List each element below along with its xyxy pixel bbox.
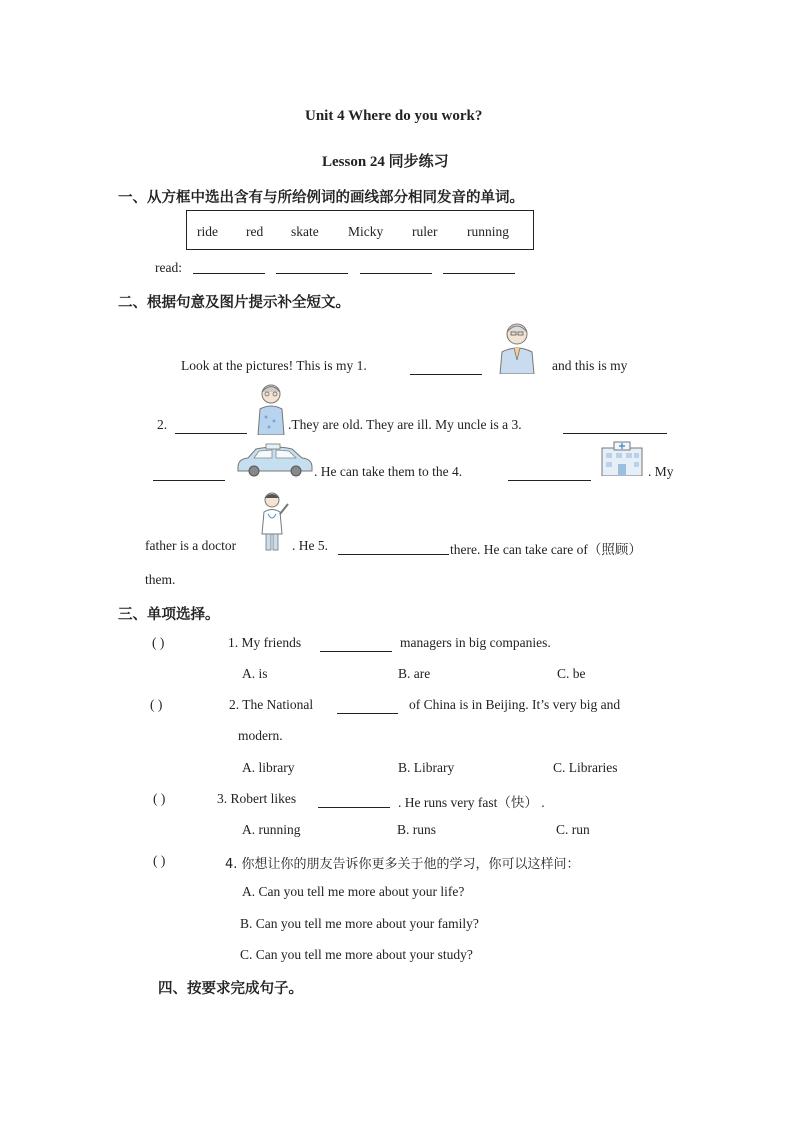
example-word-label: read:: [155, 260, 182, 275]
lesson-title: Lesson 24 同步练习: [322, 154, 449, 170]
q1-text-a: 1. My friends: [228, 635, 302, 650]
q3-option-a[interactable]: A. running: [242, 822, 301, 837]
q4-answer-paren[interactable]: ( ): [153, 853, 166, 868]
word-item: red: [246, 224, 264, 239]
q3-option-c[interactable]: C. run: [556, 822, 590, 837]
q1-option-b[interactable]: B. are: [398, 666, 431, 681]
q3-text-b: . He runs very fast（快） .: [398, 795, 545, 810]
passage-line-4a: father is a doctor: [145, 538, 237, 553]
q4-option-a[interactable]: A. Can you tell me more about your life?: [242, 884, 465, 899]
blank-4[interactable]: [508, 466, 591, 481]
q1-option-c[interactable]: C. be: [557, 666, 586, 681]
q2-option-a[interactable]: A. library: [242, 760, 295, 775]
q3-text-a: 3. Robert likes: [217, 791, 297, 806]
passage-line-5: them.: [145, 572, 176, 587]
blank-3a[interactable]: [563, 419, 667, 434]
passage-line-3b: . He can take them to the 4.: [314, 464, 463, 479]
word-item: ride: [197, 224, 218, 239]
blank-2[interactable]: [175, 419, 247, 434]
doctor-picture: [258, 490, 292, 552]
answer-blank[interactable]: [193, 259, 265, 274]
word-item: running: [467, 224, 509, 239]
q4-text: 4. 你想让你的朋友告诉你更多关于他的学习，你可以这样问：: [225, 857, 580, 872]
q3-answer-paren[interactable]: ( ): [153, 791, 166, 806]
q2-answer-paren[interactable]: ( ): [150, 697, 163, 712]
q1-option-a[interactable]: A. is: [242, 666, 268, 681]
answer-blank[interactable]: [360, 259, 432, 274]
taxi-picture: [236, 443, 314, 477]
passage-line-2a: 2.: [157, 417, 168, 432]
q3-blank[interactable]: [318, 793, 390, 808]
passage-line-3c: . My: [648, 464, 674, 479]
q2-text-b: of China is in Beijing. It’s very big and: [409, 697, 621, 712]
answer-blank[interactable]: [443, 259, 515, 274]
word-item: Micky: [348, 224, 384, 239]
q4-option-b[interactable]: B. Can you tell me more about your family?: [240, 916, 479, 931]
q2-option-c[interactable]: C. Libraries: [553, 760, 618, 775]
word-item: skate: [291, 224, 319, 239]
passage-line-1a: Look at the pictures! This is my 1.: [181, 358, 367, 373]
passage-line-2b: .They are old. They are ill. My uncle is a 3.: [288, 417, 522, 432]
passage-line-4b: . He 5.: [292, 538, 328, 553]
section-1-heading: 一、从方框中选出含有与所给例词的画线部分相同发音的单词。: [118, 190, 524, 206]
blank-3b[interactable]: [153, 466, 225, 481]
q2-option-b[interactable]: B. Library: [398, 760, 455, 775]
blank-1[interactable]: [410, 360, 482, 375]
grandpa-picture: [492, 320, 542, 374]
q1-blank[interactable]: [320, 637, 392, 652]
q1-answer-paren[interactable]: ( ): [152, 635, 165, 650]
word-item: ruler: [412, 224, 438, 239]
q1-text-b: managers in big companies.: [400, 635, 551, 650]
passage-line-4c: there. He can take care of（照顾）: [450, 542, 642, 557]
q4-option-c[interactable]: C. Can you tell me more about your study?: [240, 947, 473, 962]
unit-title: Unit 4 Where do you work?: [305, 108, 483, 124]
passage-line-1b: and this is my: [552, 358, 628, 373]
q3-option-b[interactable]: B. runs: [397, 822, 437, 837]
hospital-picture: [600, 440, 644, 476]
grandma-picture: [254, 381, 288, 435]
q2-blank[interactable]: [337, 699, 398, 714]
blank-5[interactable]: [338, 540, 449, 555]
answer-blank[interactable]: [276, 259, 348, 274]
q2-text-cont: modern.: [238, 728, 283, 743]
answer-blanks: [193, 259, 515, 278]
section-4-heading: 四、按要求完成句子。: [158, 981, 303, 997]
word-box: [186, 210, 534, 250]
section-2-heading: 二、根据句意及图片提示补全短文。: [118, 295, 350, 311]
q2-text-a: 2. The National: [229, 697, 314, 712]
section-3-heading: 三、单项选择。: [118, 607, 220, 623]
